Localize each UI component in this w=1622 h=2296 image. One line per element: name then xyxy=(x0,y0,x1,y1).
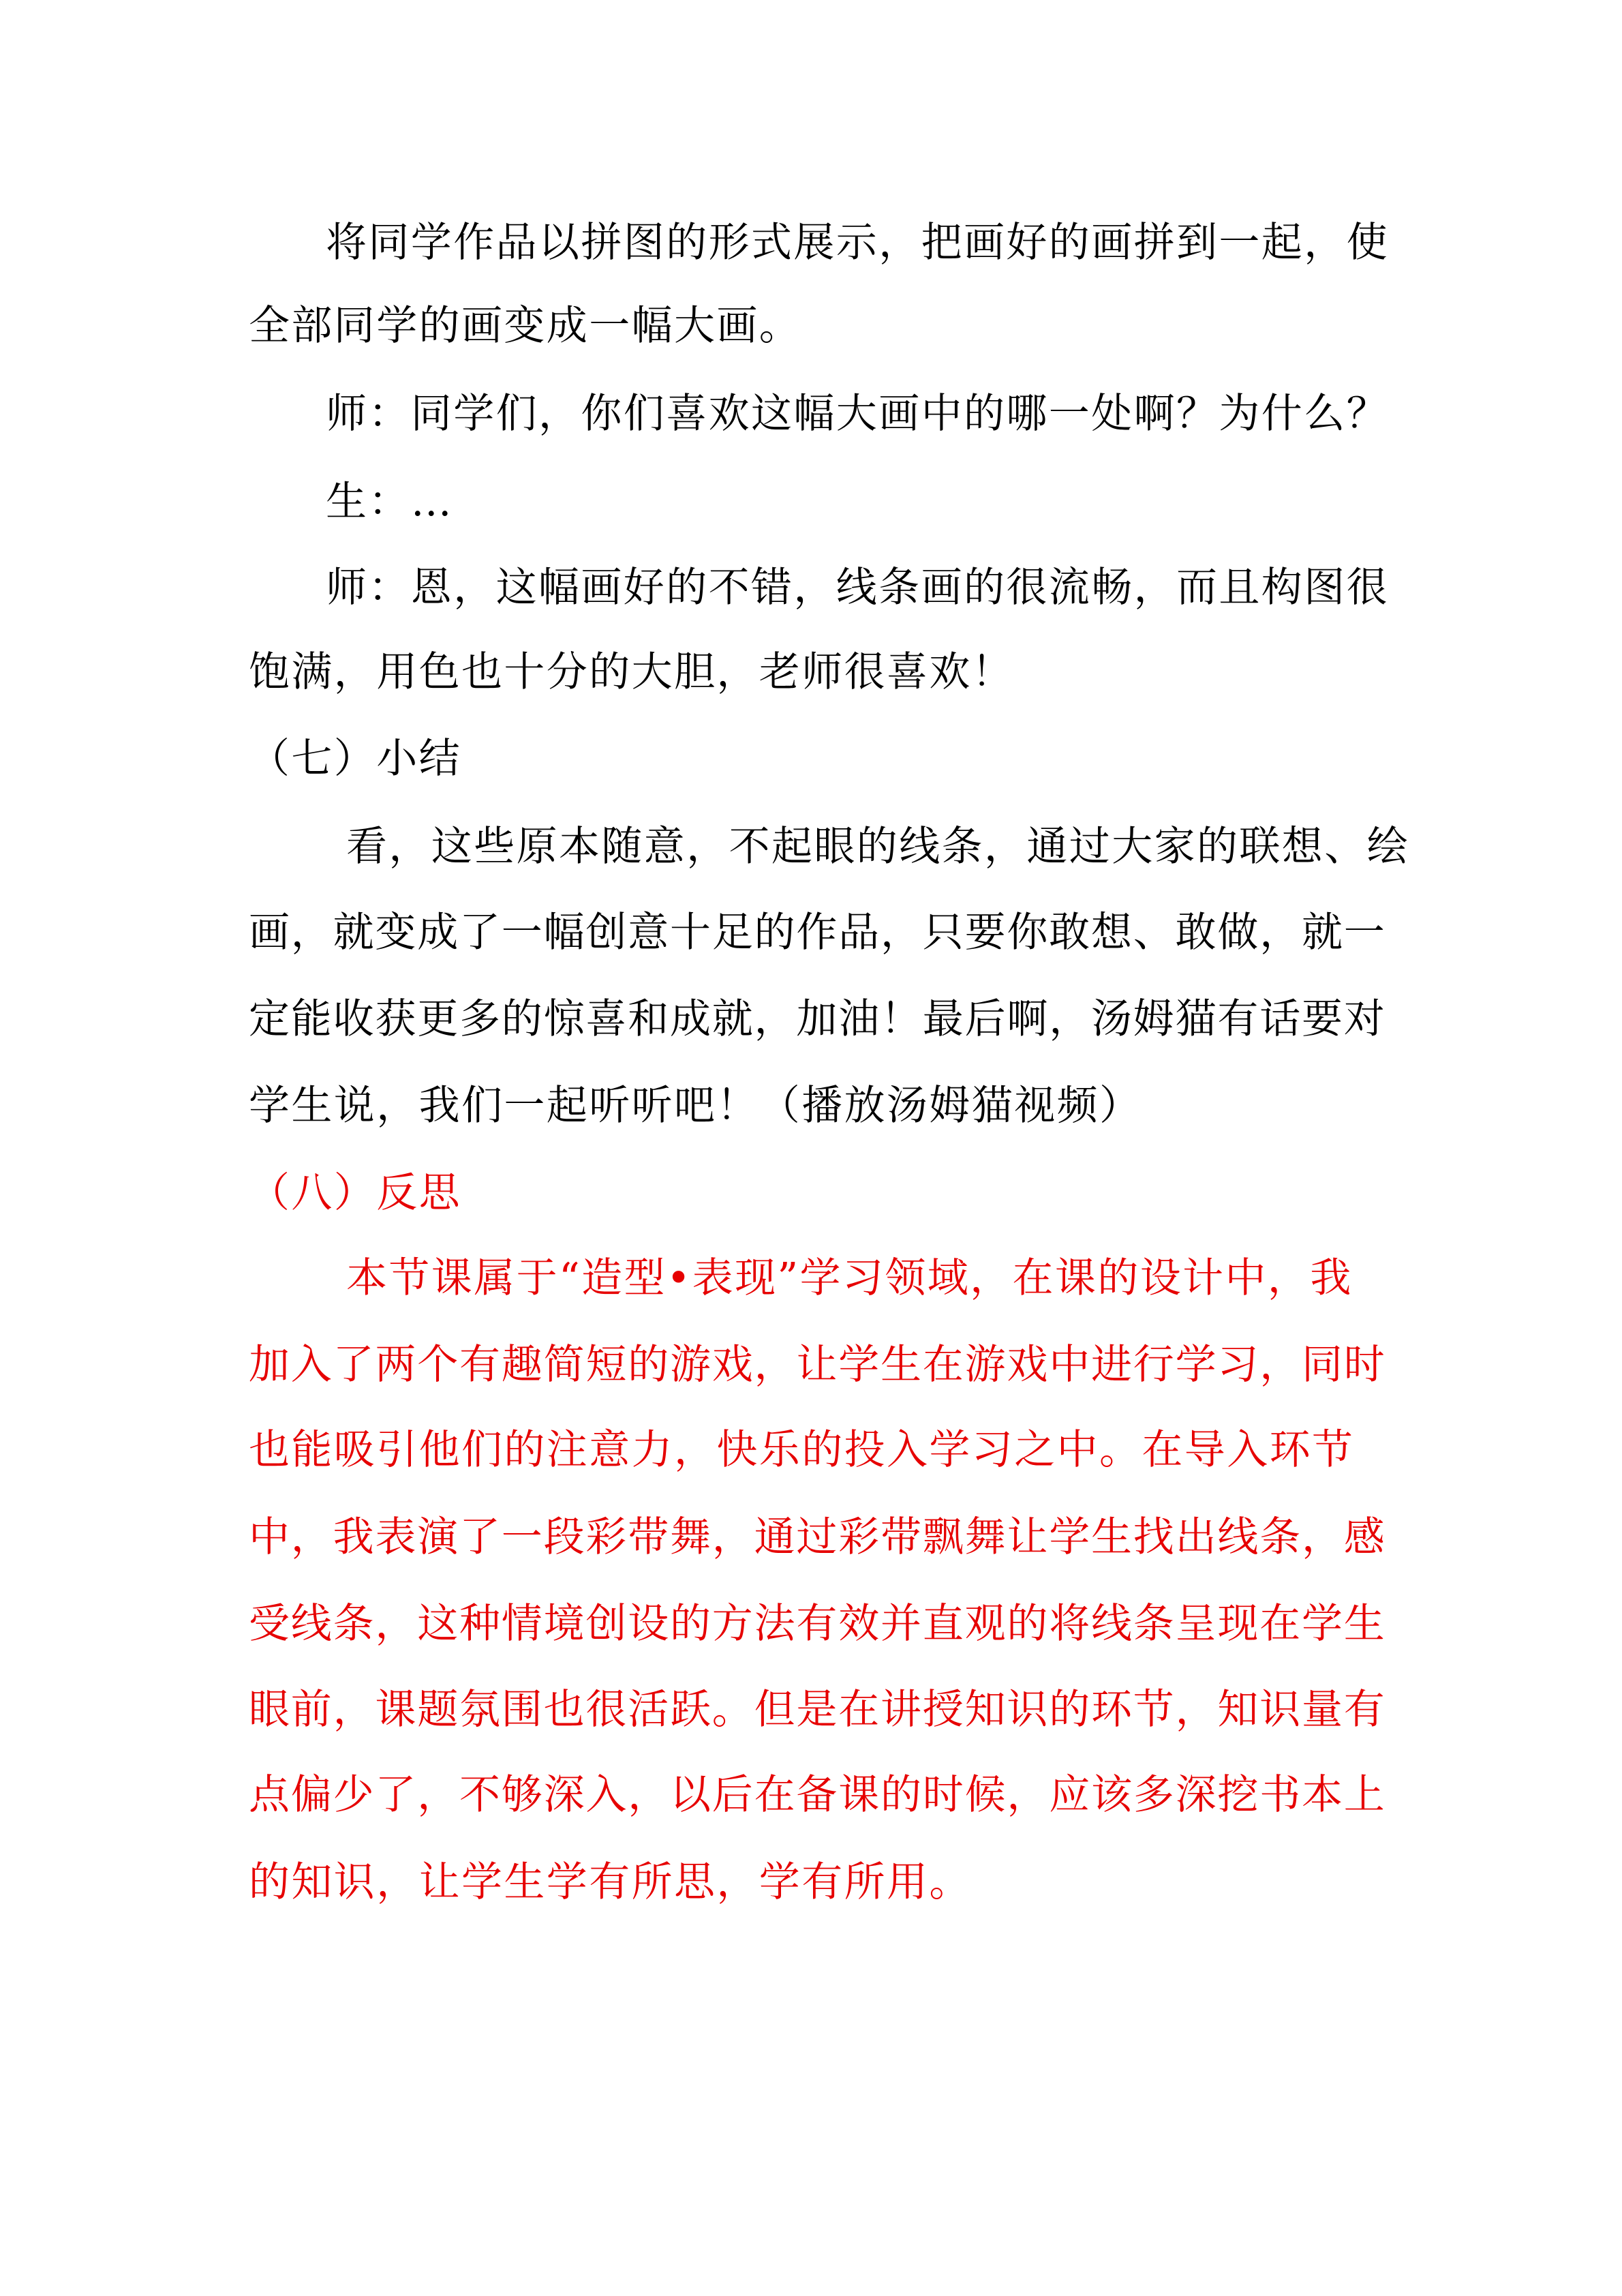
paragraph-line: 学生说，我们一起听听吧！（播放汤姆猫视频） xyxy=(249,1082,1142,1130)
reflection-line: 的知识，让学生学有所思，学有所用。 xyxy=(249,1858,972,1906)
reflection-line: 点偏少了，不够深入，以后在备课的时候，应该多深挖书本上 xyxy=(249,1771,1386,1819)
paragraph-line: 饱满，用色也十分的大胆，老师很喜欢！ xyxy=(249,648,1015,696)
reflection-line: 加入了两个有趣简短的游戏，让学生在游戏中进行学习，同时 xyxy=(249,1341,1386,1389)
dialogue-line-student: 生：… xyxy=(326,478,454,526)
section-heading-reflection: （八）反思 xyxy=(249,1169,461,1217)
reflection-line: 受线条，这种情境创设的方法有效并直观的将线条呈现在学生 xyxy=(249,1600,1386,1648)
dialogue-line-teacher: 师：同学们，你们喜欢这幅大画中的哪一处啊？为什么？ xyxy=(326,390,1389,438)
paragraph-line: 画，就变成了一幅创意十足的作品，只要你敢想、敢做，就一 xyxy=(249,909,1386,956)
dialogue-line-teacher: 师：恩，这幅画好的不错，线条画的很流畅，而且构图很 xyxy=(326,564,1389,611)
reflection-line: 也能吸引他们的注意力，快乐的投入学习之中。在导入环节 xyxy=(249,1426,1355,1474)
paragraph-line: 看，这些原本随意，不起眼的线条，通过大家的联想、绘 xyxy=(346,823,1409,871)
section-heading-summary: （七）小结 xyxy=(249,735,461,783)
paragraph-line: 将同学作品以拼图的形式展示，把画好的画拼到一起，使 xyxy=(326,219,1389,267)
reflection-line: 本节课属于“造型•表现”学习领域，在课的设计中，我 xyxy=(346,1254,1353,1302)
reflection-line: 眼前，课题氛围也很活跃。但是在讲授知识的环节，知识量有 xyxy=(249,1686,1386,1734)
paragraph-line: 定能收获更多的惊喜和成就，加油！最后啊，汤姆猫有话要对 xyxy=(249,995,1386,1043)
reflection-line: 中，我表演了一段彩带舞，通过彩带飘舞让学生找出线条，感 xyxy=(249,1513,1386,1561)
paragraph-line: 全部同学的画变成一幅大画。 xyxy=(249,302,802,350)
